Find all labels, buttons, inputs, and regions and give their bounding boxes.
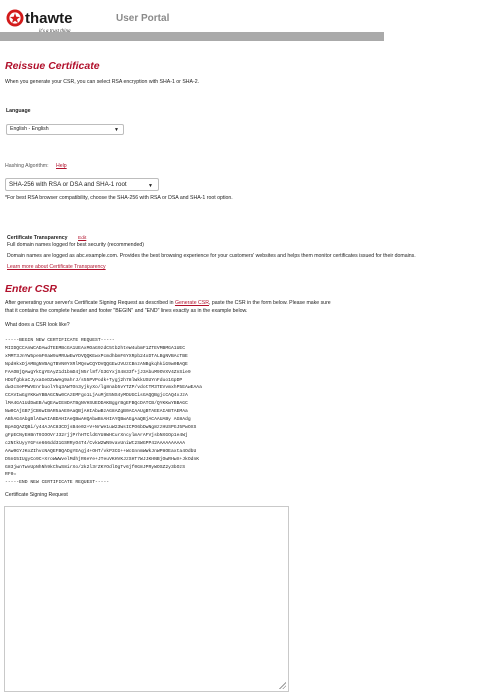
csr-example-line: c2NtkUyyYGFse666dd31GSRRyO4T4/CvkW2WN9vavUniWt2SWGPP42AAAAAAAAAA xyxy=(5,440,186,446)
csr-example-line: NpdHkxDjAMBgNVBAgTBVN0YXRlMQswCQYDVQQGEwJVUzCBnzANBgkqhkiG9w0BAQE xyxy=(5,361,188,367)
resize-grip-icon[interactable] xyxy=(279,682,286,689)
hashing-selected: SHA-256 with RSA or DSA and SHA-1 root xyxy=(9,181,127,188)
csr-example-line: RF0= xyxy=(5,472,17,478)
csr-example-line: xMMT3JnYW5pemF0aW9uMRUwEwYDVQQKEwxPcmdhbmF6YXRpb24xDTALBgNVBAcTBE xyxy=(5,353,188,359)
ct-edit-link[interactable]: Edit xyxy=(78,236,87,241)
portal-title: User Portal xyxy=(116,13,170,24)
csr-example-line: lMA4GA1UdDwEB/wQEAwIE8DATBgNVHSUEDDAKBggrBgEFBQcDATCB/QYKKwYBBAGC xyxy=(5,401,188,407)
reissue-intro: When you generate your CSR, you can select RSA encryption with SHA-1 or SHA-2. xyxy=(5,79,200,85)
ct-label: Certificate Transparency xyxy=(7,235,68,241)
hashing-label: Hashing Algorithm: xyxy=(5,163,49,169)
header-divider-bar xyxy=(0,32,384,41)
hashing-row xyxy=(5,163,67,169)
csr-example-line: gFpECNyEHBnT9IOOVrJ32rjjPrhHTCldGYU8WHCurXncylmArAFVjsbNXGOp1e4Wj xyxy=(5,432,188,438)
csr-example-line: D5nG5IUgyCo9C+XroWWWvelMdhjR6eYe+JTeuVKHVKJzSHT7WJJKHNBjOwRHwX+JkOdnK xyxy=(5,456,200,462)
csr-example-line: -----BEGIN NEW CERTIFICATE REQUEST----- xyxy=(5,338,115,343)
textarea-label: Certificate Signing Request xyxy=(5,492,68,498)
csr-example-line: -----END NEW CERTIFICATE REQUEST----- xyxy=(5,480,110,486)
thawte-logo xyxy=(6,5,108,35)
chevron-down-icon: ▼ xyxy=(148,183,153,189)
header xyxy=(0,0,501,42)
csr-example-line: G83jwnTwvUpNhNh9kChwS8irXo/2k2l3rZKYOdlOgTv6jf0G8JPRyWOSZ2y3bOzS xyxy=(5,464,186,470)
csr-textarea[interactable] xyxy=(4,506,289,692)
csr-example-line: MIIDQCCAnWCADAwdTEEMBcGA1UEAxMOaG9zdC5tb2hteW4ubmF1ZTEVMBMGA1UEC xyxy=(5,345,186,351)
instr-after: , paste the CSR in the form below. Please make sure xyxy=(209,300,331,306)
language-selected: English - English xyxy=(10,126,49,132)
csr-example xyxy=(5,337,305,487)
hashing-help-link[interactable]: Help xyxy=(56,163,67,169)
csr-example-line: dw3cSePPWVEnrbuolYhq3AWTOn3yjkyXo/lg8nab5vYTZP/vdotTM3TEVvmxhP5EAwEAAa xyxy=(5,385,202,391)
csr-example-line: ABhAG4AbgBlAGwAIABDAHIAeQBwAHQAbwBnAHIAYQBwAGgAaQBjACAAUABy AG8Adg xyxy=(5,417,191,423)
csr-example-line: Nw0CAjGB7jCB6wIBAR5aAE0AaQBjAHIAbwBzAG8AZgB0ACAAUgBTAEEAIABTAEMAa xyxy=(5,409,188,415)
csr-question: What does a CSR look like? xyxy=(5,322,70,328)
csr-example-line: FAAOBjQAwgYkCgYEAyZ1d1bmD4jN5rl8f/G3GYxjS4833f+jJ3AbuM9OVXV4ZnSie9 xyxy=(5,369,191,375)
csr-example-line: AAw0GYJKoZIhvcNAQEFBQADgYEAgj4+OHT/vkP3CG++WcGnnmWWkJnWP8OEaxta4OdbU xyxy=(5,448,197,454)
enter-csr-instructions xyxy=(5,300,500,307)
enter-csr-title: Enter CSR xyxy=(5,283,57,295)
brand-name: thawte xyxy=(25,10,73,27)
csr-example-line: CCAVIwGgYKKwYBBAGCNw0CAzEMFgo1LjAuMjE5NS4yMDUGCisGAQQBgjcCAQ4xJzA xyxy=(5,393,188,399)
hashing-note: *For best RSA browser compatibility, choose the SHA-256 with RSA or DSA and SHA-1 root option. xyxy=(5,195,233,201)
ct-line1: Full domain names logged for best security (recommended) xyxy=(7,242,144,248)
instr-before: After generating your server's Certificate Signing Request as described in xyxy=(5,300,175,306)
csr-example-line: BpAGQAZQBi/y44AJAC83CDjsB4e02+V+NrWe1uW23WsICPO6bDwNg8zzHUSPGJ5PwOXS xyxy=(5,424,197,430)
generate-csr-link[interactable]: Generate CSR xyxy=(174,300,209,306)
language-select[interactable] xyxy=(6,124,124,135)
ct-learn-more-link[interactable]: Learn more about Certificate Transparency xyxy=(7,264,106,270)
csr-example-line: HDUfgbkaCJyxaGeDZwWeg9ahrJ/s55PVPodk+Tygj2h78lWkkUSUYnFduo1GpDP xyxy=(5,377,183,383)
chevron-down-icon: ▼ xyxy=(114,127,119,133)
hashing-select[interactable] xyxy=(5,178,159,191)
language-label: Language xyxy=(6,108,31,114)
reissue-title: Reissue Certificate xyxy=(5,60,100,72)
enter-csr-instructions-line2: that it contains the complete header and footer "BEGIN" and "END" lines exactly as in the example below. xyxy=(5,308,248,314)
ct-line2: Domain names are logged as abc.example.com. Provides the best browsing experience for your customers' websites and helps them monitor certificates issued for their domains. xyxy=(7,253,416,259)
